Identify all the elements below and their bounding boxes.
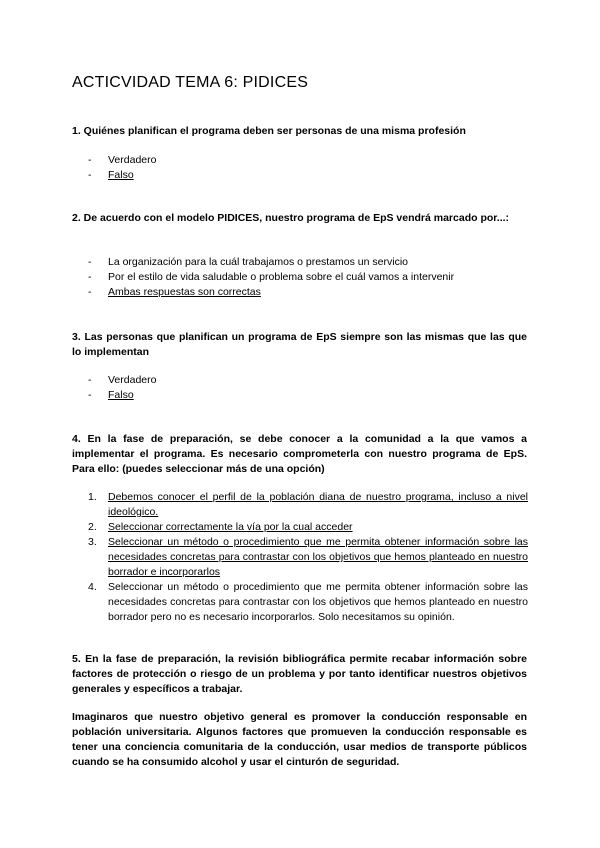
question-4: 4. En la fase de preparación, se debe conocer a la comunidad a la que vamos a implementar el programa. Es necesario comprometerla con nuestro programa de EpS. Para ello: (puedes seleccionar más de una opción) (72, 433, 527, 475)
dash-marker: - (88, 271, 92, 283)
dash-marker: - (88, 154, 92, 166)
scenario-paragraph: Imaginaros que nuestro objetivo general es promover la conducción responsable en población universitaria. Algunos factores que promueven la conducción responsable es tener una conciencia comunitaria de la conducción, usar medios de transporte públicos cuando se ha consumido alcohol y usar el cinturón de seguridad. (72, 711, 527, 768)
list-item (88, 153, 528, 168)
question-1: 1. Quiénes planifican el programa deben ser personas de una misma profesión (72, 125, 466, 137)
page-title: ACTICVIDAD TEMA 6: PIDICES (72, 74, 309, 91)
question-3-options (88, 373, 528, 403)
list-item (88, 373, 528, 388)
question-2: 2. De acuerdo con el modelo PIDICES, nuestro programa de EpS vendrá marcado por...: (72, 212, 510, 224)
list-item (88, 520, 528, 535)
option-text: Seleccionar un método o procedimiento que me permita obtener información sobre las necesidades concretas para contrastar con los objetivos que hemos planteado en nuestro borrador pero no es necesario incorporarlos. Solo necesitamos su opinión. (108, 581, 528, 623)
list-item (88, 270, 528, 285)
list-item (88, 168, 528, 183)
correct-option-text: Seleccionar correctamente la vía por la cual acceder (108, 521, 353, 533)
dash-marker: - (88, 256, 92, 268)
correct-option-text: Seleccionar un método o procedimiento que me permita obtener información sobre las necesidades concretas para contrastar con los objetivos que hemos planteado en nuestro borrador e incorporarlos (108, 536, 528, 578)
correct-option-text: Falso (108, 169, 134, 181)
list-item (88, 255, 528, 270)
question-3: 3. Las personas que planifican un programa de EpS siempre son las mismas que las que lo implementan (72, 331, 527, 358)
dash-marker: - (88, 389, 92, 401)
option-text: Verdadero (108, 374, 157, 386)
dash-marker: - (88, 374, 92, 386)
dash-marker: - (88, 169, 92, 181)
list-item (88, 388, 528, 403)
number-marker: 2. (88, 521, 97, 533)
question-1-options (88, 153, 528, 183)
list-item (88, 535, 528, 580)
question-5: 5. En la fase de preparación, la revisión bibliográfica permite recabar información sobre factores de protección o riesgo de un problema y por tanto identificar nuestros objetivos generales y específicos a trabajar. (72, 653, 527, 695)
number-marker: 4. (88, 581, 97, 593)
question-2-options (88, 255, 528, 300)
number-marker: 3. (88, 536, 97, 548)
list-item (88, 580, 528, 625)
correct-option-text: Falso (108, 389, 134, 401)
option-text: La organización para la cuál trabajamos o prestamos un servicio (108, 256, 408, 268)
correct-option-text: Ambas respuestas son correctas (108, 286, 261, 298)
question-4-options (88, 490, 528, 625)
option-text: Verdadero (108, 154, 157, 166)
number-marker: 1. (88, 491, 97, 503)
list-item (88, 490, 528, 520)
correct-option-text: Debemos conocer el perfil de la población diana de nuestro programa, incluso a nivel ideológico. (108, 491, 528, 518)
dash-marker: - (88, 286, 92, 298)
option-text: Por el estilo de vida saludable o problema sobre el cuál vamos a intervenir (108, 271, 455, 283)
list-item (88, 285, 528, 300)
